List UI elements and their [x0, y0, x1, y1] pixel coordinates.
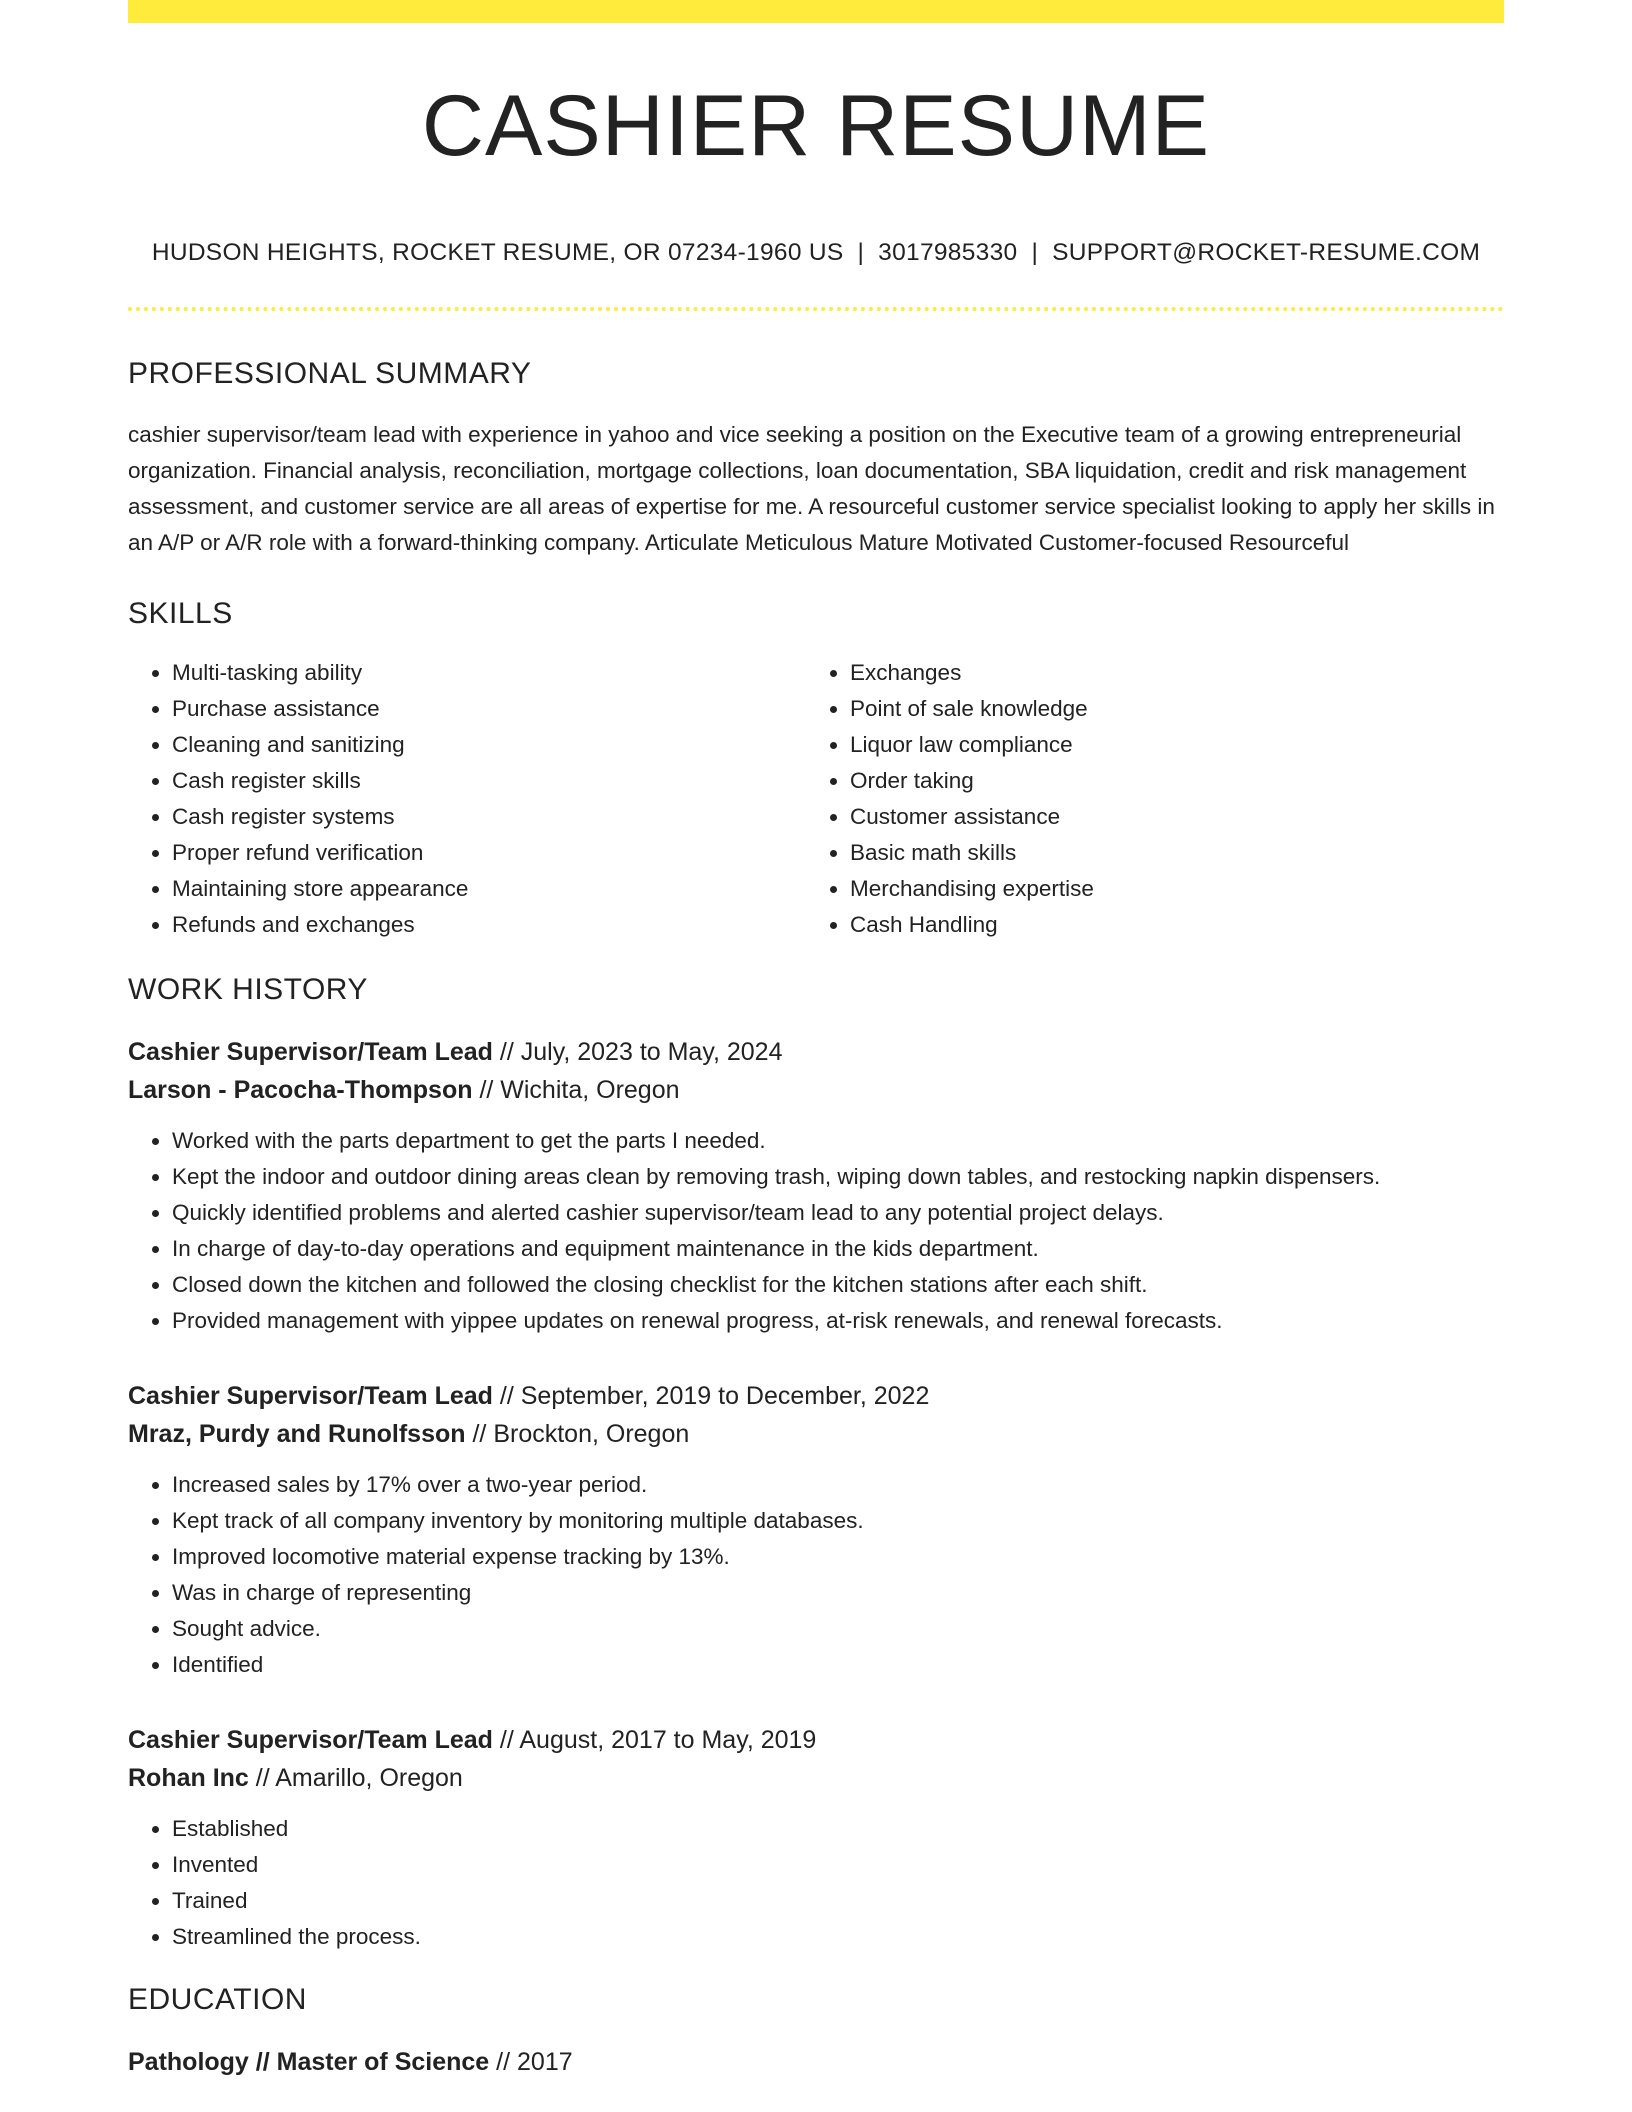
job-bullet: • Kept the indoor and outdoor dining areas clean by removing trash, wiping down tables, and restocking napkin dispensers.	[172, 1159, 1504, 1195]
job-entry	[128, 1033, 1504, 1339]
skill-item: • Maintaining store appearance	[172, 871, 806, 907]
job-bullet: • Worked with the parts department to get the parts I needed.	[172, 1123, 1504, 1159]
job-title-line	[128, 1377, 1504, 1415]
job-dates: // July, 2023 to May, 2024	[499, 1038, 783, 1066]
job-entry	[128, 1721, 1504, 1955]
job-title-line	[128, 1033, 1504, 1071]
summary-text: cashier supervisor/team lead with experience in yahoo and vice seeking a position on the Executive team of a growing entrepreneurial organization. Financial analysis, reconciliation, mortgage collections, loan documentation, SBA liquidation, credit and risk management assessment, and customer service are all areas of expertise for me. A resourceful customer service specialist looking to apply her skills in an A/P or A/R role with a forward-thinking company. Articulate Meticulous Mature Motivated Customer-focused Resourceful	[128, 422, 1495, 555]
job-bullet: • Quickly identified problems and alerted cashier supervisor/team lead to any potential project delays.	[172, 1195, 1504, 1231]
job-bullet: • Closed down the kitchen and followed the closing checklist for the kitchen stations after each shift.	[172, 1267, 1504, 1303]
job-company: Rohan Inc	[128, 1764, 249, 1792]
job-dates: // September, 2019 to December, 2022	[499, 1382, 930, 1410]
skill-item: • Customer assistance	[850, 799, 1484, 835]
education-entry	[128, 2043, 1504, 2081]
job-bullets	[128, 1123, 1504, 1339]
job-location: // Amarillo, Oregon	[255, 1764, 463, 1792]
job-bullet: • Trained	[172, 1883, 1504, 1919]
skill-item: • Proper refund verification	[172, 835, 806, 871]
job-company: Larson - Pacocha-Thompson	[128, 1076, 473, 1104]
skill-item: • Exchanges	[850, 655, 1484, 691]
skill-item: • Cash Handling	[850, 907, 1484, 943]
skill-item: • Liquor law compliance	[850, 727, 1484, 763]
job-bullets	[128, 1467, 1504, 1683]
top-accent-bar	[128, 0, 1504, 23]
skill-item: • Order taking	[850, 763, 1484, 799]
job-bullet: • Increased sales by 17% over a two-year period.	[172, 1467, 1504, 1503]
skills-heading: SKILLS	[128, 597, 233, 630]
education-degree: Pathology // Master of Science	[128, 2048, 490, 2076]
job-dates: // August, 2017 to May, 2019	[499, 1726, 817, 1754]
skill-item: • Basic math skills	[850, 835, 1484, 871]
job-company-line	[128, 1759, 1504, 1797]
contact-line	[128, 239, 1504, 267]
dotted-divider	[128, 307, 1504, 311]
skill-item: • Point of sale knowledge	[850, 691, 1484, 727]
job-bullet: • Invented	[172, 1847, 1504, 1883]
contact-phone: 3017985330	[878, 239, 1018, 266]
work-history-heading: WORK HISTORY	[128, 973, 368, 1006]
job-bullet: • In charge of day-to-day operations and equipment maintenance in the kids department.	[172, 1231, 1504, 1267]
skill-item: • Purchase assistance	[172, 691, 806, 727]
skills-list-left	[128, 655, 806, 943]
job-company-line	[128, 1071, 1504, 1109]
job-bullets	[128, 1811, 1504, 1955]
job-bullet: • Provided management with yippee updates on renewal progress, at-risk renewals, and renewal forecasts.	[172, 1303, 1504, 1339]
skill-item: • Multi-tasking ability	[172, 655, 806, 691]
job-title: Cashier Supervisor/Team Lead	[128, 1038, 493, 1066]
contact-separator: |	[1031, 239, 1039, 266]
skill-item: • Merchandising expertise	[850, 871, 1484, 907]
job-entry	[128, 1377, 1504, 1683]
skill-item: • Refunds and exchanges	[172, 907, 806, 943]
job-location: // Wichita, Oregon	[479, 1076, 680, 1104]
job-company-line	[128, 1415, 1504, 1453]
job-bullet: • Improved locomotive material expense tracking by 13%.	[172, 1539, 1504, 1575]
job-location: // Brockton, Oregon	[472, 1420, 690, 1448]
skills-list-right	[806, 655, 1484, 943]
summary-heading: PROFESSIONAL SUMMARY	[128, 357, 532, 390]
education-heading: EDUCATION	[128, 1983, 307, 2016]
job-company: Mraz, Purdy and Runolfsson	[128, 1420, 466, 1448]
job-title-line	[128, 1721, 1504, 1759]
job-bullet: • Kept track of all company inventory by monitoring multiple databases.	[172, 1503, 1504, 1539]
resume-page	[128, 0, 1504, 2081]
job-title: Cashier Supervisor/Team Lead	[128, 1382, 493, 1410]
resume-title: CASHIER RESUME	[421, 78, 1211, 174]
job-bullet: • Was in charge of representing	[172, 1575, 1504, 1611]
job-bullet: • Sought advice.	[172, 1611, 1504, 1647]
skills-columns	[128, 655, 1504, 943]
job-bullet: • Streamlined the process.	[172, 1919, 1504, 1955]
job-bullet: • Identified	[172, 1647, 1504, 1683]
contact-address: HUDSON HEIGHTS, ROCKET RESUME, OR 07234-1960 US	[151, 239, 844, 266]
education-year: // 2017	[496, 2048, 573, 2076]
contact-separator: |	[857, 239, 865, 266]
job-title: Cashier Supervisor/Team Lead	[128, 1726, 493, 1754]
skill-item: • Cleaning and sanitizing	[172, 727, 806, 763]
job-bullet: • Established	[172, 1811, 1504, 1847]
skill-item: • Cash register systems	[172, 799, 806, 835]
skill-item: • Cash register skills	[172, 763, 806, 799]
contact-email: SUPPORT@ROCKET-RESUME.COM	[1052, 239, 1481, 266]
